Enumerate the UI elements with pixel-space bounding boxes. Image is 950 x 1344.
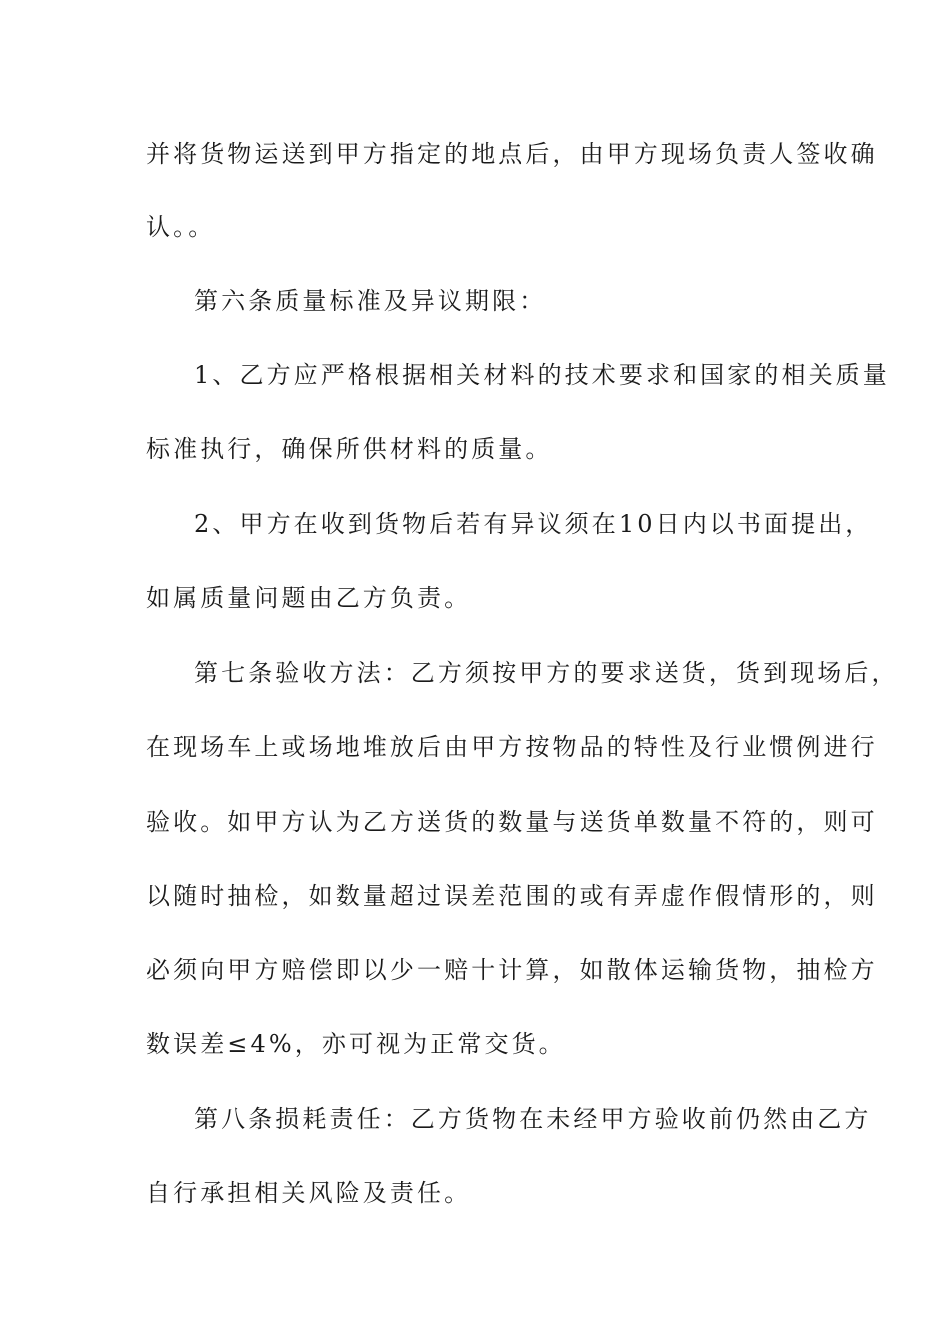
text-line: 必须向甲方赔偿即以少一赔十计算，如散体运输货物，抽检方 [146,956,878,984]
text-line: 自行承担相关风险及责任。 [146,1179,472,1207]
text-line: 在现场车上或场地堆放后由甲方按物品的特性及行业惯例进行 [146,733,878,761]
text-line: 2、甲方在收到货物后若有异议须在10日内以书面提出， [194,510,873,538]
text-line: 并将货物运送到甲方指定的地点后，由甲方现场负责人签收确 [146,140,878,168]
text-line: 如属质量问题由乙方负责。 [146,584,472,612]
text-line: 以随时抽检，如数量超过误差范围的或有弄虚作假情形的，则 [146,882,878,910]
text-line: 标准执行，确保所供材料的质量。 [146,435,553,463]
article-8-paragraph: 第八条损耗责任：乙方货物在未经甲方验收前仍然由乙方 [194,1105,872,1133]
text-line: 1、乙方应严格根据相关材料的技术要求和国家的相关质量 [194,361,890,389]
article-6-heading: 第六条质量标准及异议期限： [194,287,547,315]
text-line: 验收。如甲方认为乙方送货的数量与送货单数量不符的，则可 [146,808,878,836]
text-line: 认。。 [146,213,216,241]
text-line: 数误差≤4%，亦可视为正常交货。 [146,1030,566,1058]
article-7-paragraph: 第七条验收方法：乙方须按甲方的要求送货，货到现场后， [194,659,899,687]
